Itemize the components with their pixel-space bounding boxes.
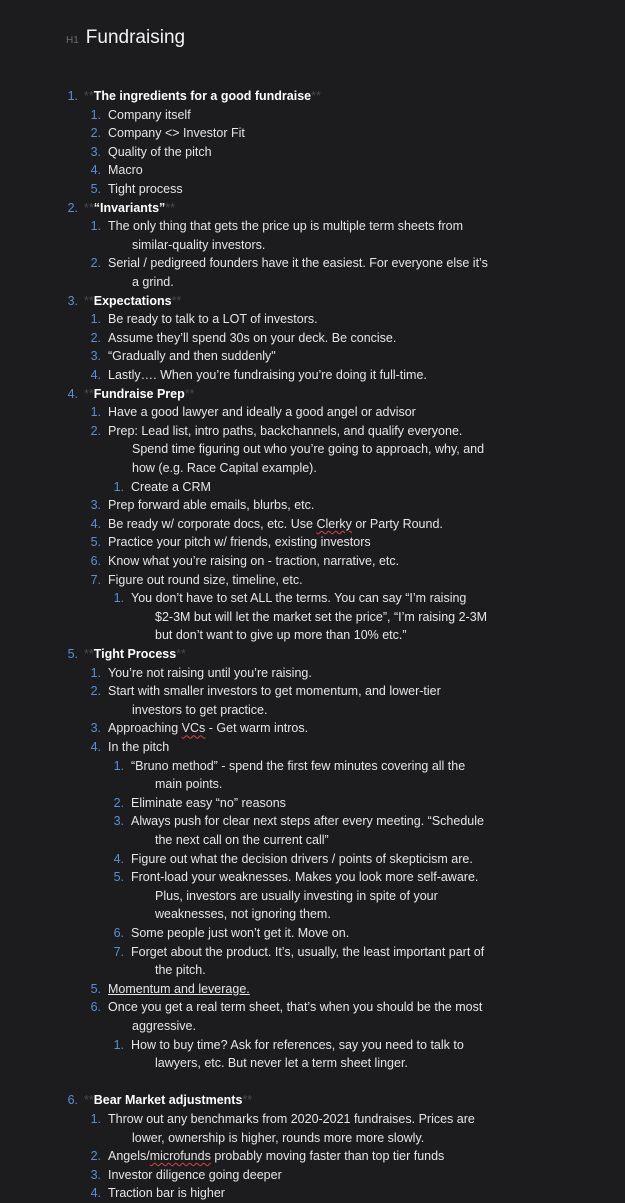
bold-marker: ** [84,647,94,661]
section-number: 1. [67,89,78,103]
list-item-text: Front-load your weaknesses. Makes you look more self-aware. [131,870,479,885]
list-number: 1. [90,665,101,680]
heading-level-marker: H1 [66,35,79,46]
list-item-text: How to buy time? Ask for references, say you need to talk to [131,1037,464,1052]
bold-marker: ** [84,89,94,103]
list-number: 2. [90,1149,101,1164]
list-item-text: You’re not raising until you’re raising. [108,665,312,680]
list-item-text: Be ready to talk to a LOT of investors. [108,312,318,327]
list-number: 1. [113,479,124,494]
list-item-text: how (e.g. Race Capital example). [132,461,317,475]
list-item-text: Company <> Investor Fit [108,126,245,141]
list-number: 4. [90,1186,101,1201]
list-item-text: Figure out round size, timeline, etc. [108,572,303,587]
list-number: 1. [90,219,101,234]
list-number: 1. [113,1037,124,1052]
page-title[interactable]: Fundraising [85,27,186,48]
list-item-text: Some people just won’t get it. Move on. [131,926,350,940]
list-number: 4. [90,516,101,531]
section-title-text: Tight Process [93,647,177,661]
section-title-text: Fundraise Prep [93,386,185,401]
section-title [84,87,321,106]
bold-marker: ** [176,647,186,661]
list-item-text: Lastly…. When you’re fundraising you’re doing it full-time. [108,368,427,382]
list-item-text: Investor diligence going deeper [108,1167,282,1182]
list-item-text: main points. [155,777,223,792]
list-item-text: “Gradually and then suddenly" [108,349,276,364]
bold-marker: ** [84,293,94,308]
section-number: 2. [67,200,78,215]
list-number: 3. [90,144,101,159]
list-item-text: Practice your pitch w/ friends, existing investors [108,535,371,550]
section-number: 3. [67,293,78,308]
list-number: 3. [90,1167,101,1182]
page-heading [66,27,185,49]
list-number: 2. [113,795,124,810]
list-item-text: In the pitch [108,740,170,754]
section-title [84,385,194,404]
list-number: 4. [90,163,101,178]
list-item-text: Have a good lawyer and ideally a good angel or advisor [108,405,416,420]
section-number: 6. [67,1093,78,1108]
section-title-text: The ingredients for a good fundraise [93,89,312,103]
list-item-text: Angels/microfunds probably moving faster than top tier funds [108,1149,445,1164]
list-number: 7. [90,572,101,587]
list-number: 4. [90,740,101,754]
list-number: 1. [113,758,124,773]
list-item-text: Prep forward able emails, blurbs, etc. [108,498,315,513]
section-number: 4. [67,386,78,401]
bold-marker: ** [84,386,94,401]
section-title-text: Bear Market adjustments [93,1093,243,1108]
list-item-text: Know what you’re raising on - traction, narrative, etc. [108,554,400,568]
list-number: 5. [90,981,101,996]
list-item-text: similar-quality investors. [132,237,266,252]
list-item-text: investors to get practice. [132,702,268,717]
list-number: 5. [90,182,101,196]
list-number: 1. [90,312,101,327]
list-item-text: Create a CRM [131,479,211,494]
list-number: 5. [113,870,124,885]
list-number: 2. [90,423,101,438]
list-item-text: the next call on the current call” [155,833,329,847]
list-item-text: weaknesses, not ignoring them. [155,907,331,922]
list-item-text: lower, ownership is higher, rounds more more slowly. [132,1130,425,1145]
list-item-text: Plus, investors are usually investing in spite of your [155,888,438,903]
list-item-text: Macro [108,163,143,178]
list-number: 3. [90,498,101,513]
bold-marker: ** [84,200,94,215]
bold-marker: ** [242,1093,253,1108]
list-number: 2. [90,256,101,271]
list-item-text: Prep: Lead list, intro paths, backchannels, and qualify everyone. [108,423,463,438]
list-item-text: The only thing that gets the price up is multiple term sheets from [108,219,464,234]
list-number: 1. [90,405,101,420]
list-number: 6. [90,554,101,568]
list-number: 1. [90,107,101,122]
list-number: 1. [113,591,124,606]
list-item-text: Forget about the product. It’s, usually, the least important part of [131,944,485,959]
list-item-text: Always push for clear next steps after every meeting. “Schedule [131,814,484,829]
list-number: 2. [90,684,101,699]
bold-marker: ** [184,386,195,401]
section-number: 5. [67,647,78,661]
list-number: 6. [90,1000,101,1015]
section-title [84,645,186,664]
bold-marker: ** [171,293,182,308]
list-item-text: lawyers, etc. But never let a term sheet linger. [155,1056,408,1071]
list-item-text: $2-3M but will let the market set the price”, “I’m raising 2-3M [155,609,488,624]
list-item-text: Spend time figuring out who you’re going to approach, why, and [132,442,485,457]
spellcheck-word: VCs [181,721,206,736]
bold-marker: ** [311,89,321,103]
list-item-text: You don’t have to set ALL the terms. You can say “I’m raising [131,591,467,606]
list-item-text: Quality of the pitch [108,144,212,159]
list-number: 4. [90,368,101,382]
list-number: 3. [113,814,124,829]
list-number: 5. [90,535,101,550]
list-item-text: aggressive. [132,1019,196,1033]
underlined-text: Momentum and leverage. [108,981,250,996]
list-item-text [108,980,250,999]
list-item-text: a grind. [132,275,174,289]
list-item-text: Figure out what the decision drivers / points of skepticism are. [131,851,473,866]
section-title [84,1091,252,1110]
list-number: 2. [90,126,101,141]
list-item-text: “Bruno method” - spend the first few minutes covering all the [131,758,466,773]
list-number: 2. [90,330,101,345]
section-title [84,199,175,218]
list-item-text: Be ready w/ corporate docs, etc. Use Clerky or Party Round. [108,516,443,531]
section-title [84,292,181,311]
list-item-text: the pitch. [155,963,206,978]
spellcheck-word: microfunds [149,1149,211,1164]
list-item-text: Throw out any benchmarks from 2020-2021 fundraises. Prices are [108,1112,475,1126]
list-item-text: Serial / pedigreed founders have it the easiest. For everyone else it’s [108,256,488,271]
list-item-text: Eliminate easy “no” reasons [131,795,286,810]
list-item-text: Once you get a real term sheet, that’s when you should be the most [108,1000,483,1015]
list-item-text: Start with smaller investors to get momentum, and lower-tier [108,684,441,699]
list-number: 4. [113,851,124,866]
list-item-text: Approaching VCs - Get warm intros. [108,721,309,736]
section-title-text: “Invariants” [93,200,166,215]
section-title-text: Expectations [93,293,172,308]
spellcheck-word: Clerky [316,516,352,531]
list-number: 3. [90,721,101,736]
bold-marker: ** [165,200,176,215]
list-item-text: Traction bar is higher [108,1186,225,1201]
list-item-text: Company itself [108,107,191,122]
list-number: 3. [90,349,101,364]
bold-marker: ** [84,1093,94,1108]
list-item-text: Tight process [108,182,183,196]
list-item-text: Assume they’ll spend 30s on your deck. Be concise. [108,330,397,345]
list-number: 6. [113,926,124,940]
list-number: 1. [90,1112,101,1126]
list-item-text: but don’t want to give up more than 10% etc.” [155,628,407,643]
list-number: 7. [113,944,124,959]
